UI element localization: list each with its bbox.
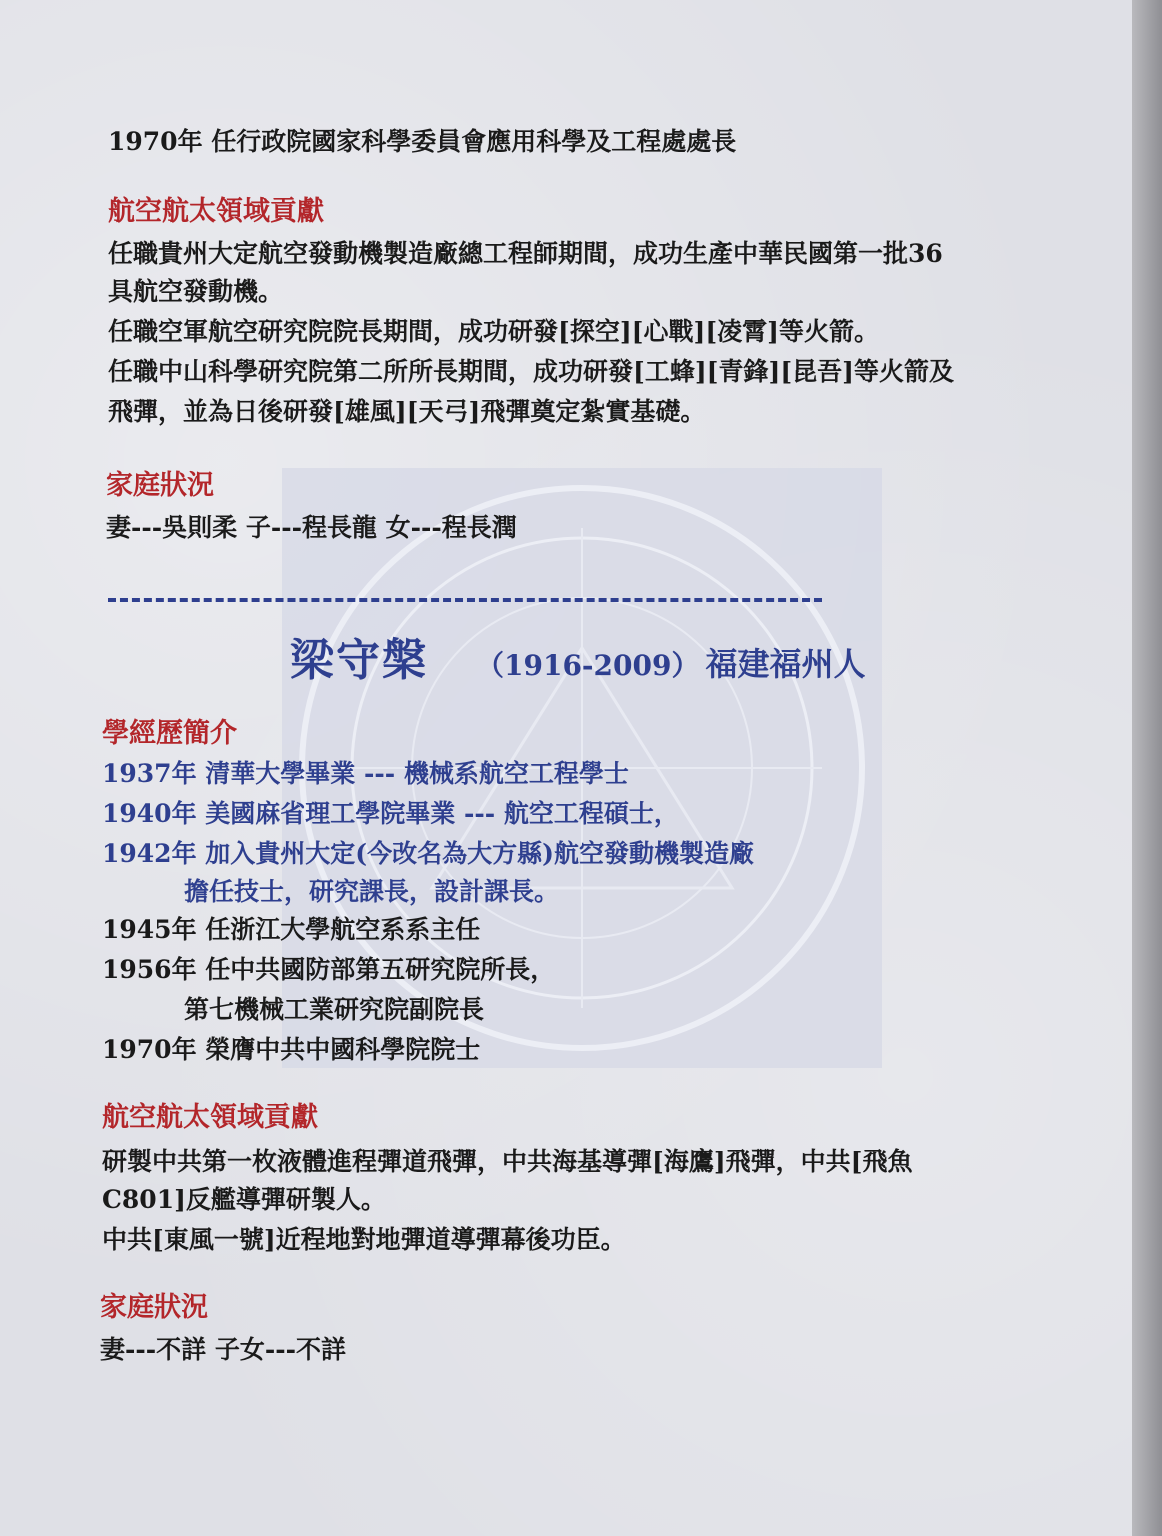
contrib-line: 任職空軍航空研究院院長期間，成功研發[探空][心戰][凌霄]等火箭。: [108, 317, 879, 346]
contrib-line: 具航空發動機。: [108, 277, 284, 306]
family-heading-1: 家庭狀況: [106, 470, 214, 501]
edu-year: 1937年: [102, 759, 197, 788]
family-line-1: 妻---吳則柔 子---程長龍 女---程長潤: [106, 513, 517, 542]
edu-item: [102, 798, 679, 830]
person-years: （1916-2009）: [476, 649, 700, 682]
person-name: 梁守槃: [290, 635, 428, 686]
edu-text: 美國麻省理工學院畢業 --- 航空工程碩士，: [196, 799, 679, 828]
contrib-heading-2: 航空航太領域貢獻: [102, 1102, 318, 1133]
page-edge: [1132, 0, 1162, 1536]
contrib-line: 任職貴州大定航空發動機製造廠總工程師期間，成功生產中華民國第一批36: [108, 239, 943, 268]
edu-heading: 學經歷簡介: [102, 718, 237, 749]
edu-text: 加入貴州大定(今改名為大方縣)航空發動機製造廠: [196, 839, 754, 868]
edu-year: 1942年: [102, 839, 197, 868]
edu-text: 清華大學畢業 --- 機械系航空工程學士: [196, 759, 629, 788]
person-origin: 福建福州人: [705, 645, 866, 683]
edu-item: 1956年 任中共國防部第五研究院所長，: [102, 955, 556, 984]
edu-continuation: 第七機械工業研究院副院長: [184, 995, 485, 1024]
contrib-line: 飛彈，並為日後研發[雄風][天弓]飛彈奠定紮實基礎。: [108, 397, 706, 426]
top-line: 1970年 任行政院國家科學委員會應用科學及工程處處長: [108, 127, 737, 156]
dashed-divider: [108, 598, 822, 602]
family-line-2: 妻---不詳 子女---不詳: [100, 1335, 346, 1364]
contrib-line: 任職中山科學研究院第二所所長期間，成功研發[工蜂][青鋒][昆吾]等火箭及: [108, 357, 954, 386]
edu-item: 1970年 榮膺中共中國科學院院士: [102, 1035, 481, 1064]
edu-year: 1940年: [102, 799, 197, 828]
contrib-heading-1: 航空航太領域貢獻: [108, 196, 324, 227]
edu-item: [102, 838, 754, 870]
edu-item: [102, 758, 629, 790]
family-heading-2: 家庭狀況: [100, 1292, 208, 1323]
contrib-line: C801]反艦導彈研製人。: [102, 1185, 386, 1214]
person-header: [290, 624, 866, 688]
edu-item: 1945年 任浙江大學航空系系主任: [102, 915, 481, 944]
edu-continuation: 擔任技士，研究課長，設計課長。: [184, 877, 560, 906]
contrib-line: 研製中共第一枚液體進程彈道飛彈，中共海基導彈[海鷹]飛彈，中共[飛魚: [102, 1147, 913, 1176]
contrib-line: 中共[東風一號]近程地對地彈道導彈幕後功臣。: [102, 1225, 626, 1254]
